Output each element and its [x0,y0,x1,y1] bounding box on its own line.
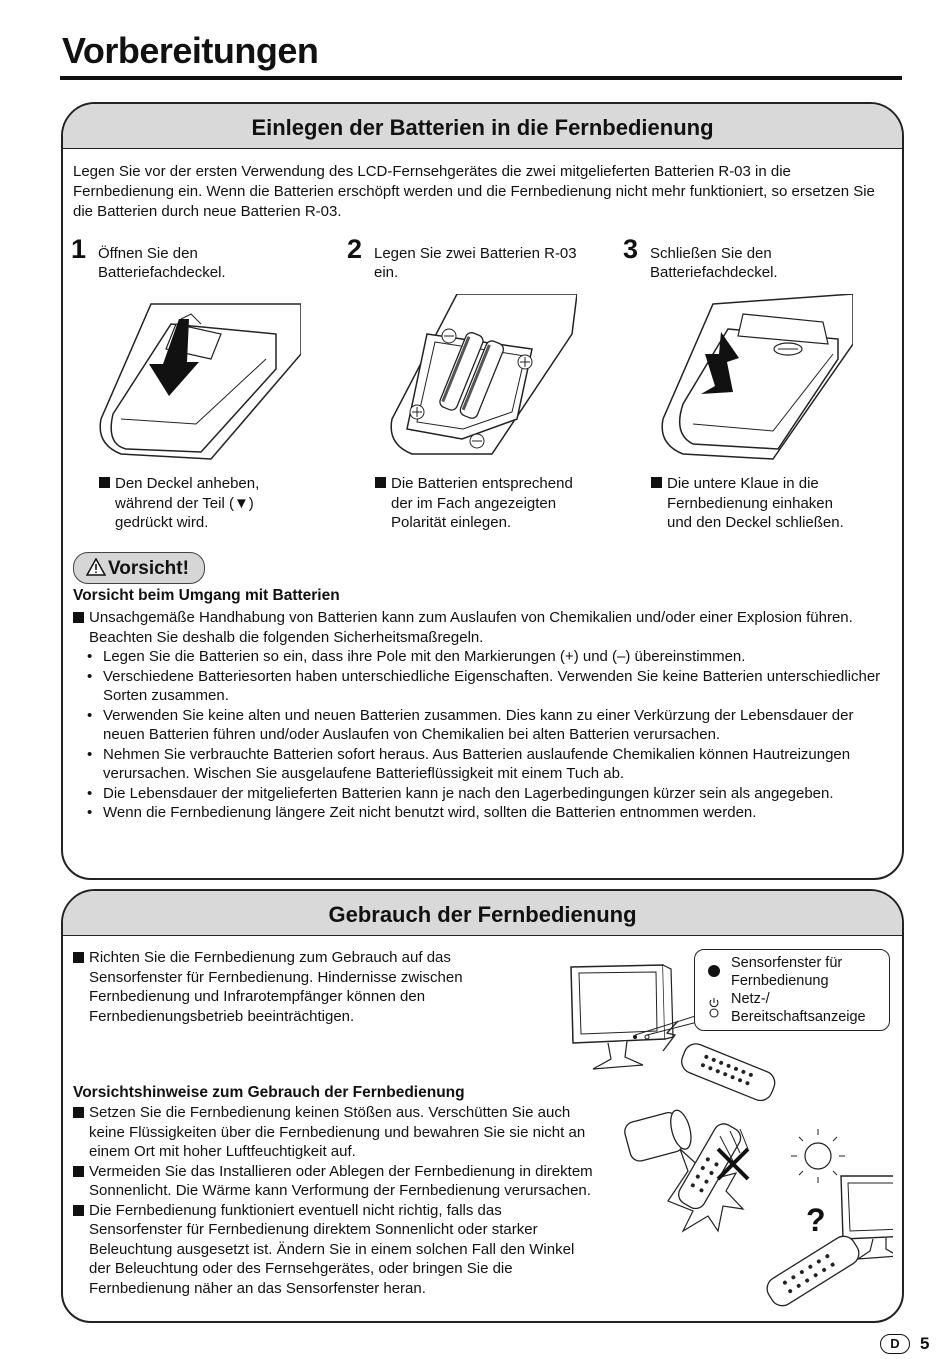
insert-batteries-illustration [367,294,577,464]
sensor-window-label: Sensorfenster für Fernbedienung [731,955,843,989]
page-number: 5 [920,1334,930,1353]
caution-item: • Verwenden Sie keine alten und neuen Batterien zusammen. Dies kann zu einer Verkürzung der Lebensdauer der neuen Batterien führen und/oder Auslaufen von Chemikalien bei alten Batterien verursachen. [73,706,897,745]
open-cover-illustration [91,294,301,464]
remote-notes [73,1103,595,1298]
sensor-callout [694,949,890,1031]
step-number: 1 [71,234,87,264]
step-instruction: Schließen Sie den Batteriefachdeckel. [650,245,778,281]
caution-title: Vorsicht beim Umgang mit Batterien [73,587,340,604]
remote-use-intro: Richten Sie die Fernbedienung zum Gebrauch auf das Sensorfenster für Fernbedienung. Hindernisse zwischen Fernbedienung und Infrarotempfänger können den Fernbedienungsbetrieb beeinträchtigen. [73,948,525,1026]
caution-item: • Legen Sie die Batterien so ein, dass ihre Pole mit den Markierungen (+) und (–) übereinstimmen. [73,647,897,667]
battery-intro: Legen Sie vor der ersten Verwendung des LCD-Fernsehgerätes die zwei mitgelieferten Batterien R-03 in die Fernbedienung ein. Wenn die Batterien erschöpft werden und die Fernbedienung nicht mehr funktioniert, so ersetzen Sie die Batterien durch neue Batterien R-03. [73,163,875,220]
caution-item: • Verschiedene Batteriesorten haben unterschiedliche Eigenschaften. Verwenden Sie keine Batterien unterschiedlicher Sorten zusammen. [73,667,897,706]
caution-text [73,608,897,823]
note-bullet [99,477,110,488]
battery-section-heading: Einlegen der Batterien in die Fernbedienung [63,104,902,149]
caution-lead: Unsachgemäße Handhabung von Batterien kann zum Auslaufen von Chemikalien und/oder einer Explosion führen. Beachten Sie deshalb die folgenden Sicherheitsmaßregeln. [73,608,897,647]
step-number: 3 [623,234,639,264]
title-rule [60,76,902,80]
bullet-square [73,1205,84,1216]
caution-item: • Wenn die Fernbedienung längere Zeit nicht benutzt wird, sollten die Batterien entnommen werden. [73,803,897,823]
bullet-square [73,1107,84,1118]
step-note: Die untere Klaue in die Fernbedienung einhaken und den Deckel schließen. [651,474,861,533]
caution-label: Vorsicht! [108,558,189,579]
note-bullet [651,477,662,488]
warning-icon [86,558,106,576]
remote-note: Die Fernbedienung funktioniert eventuell nicht richtig, falls das Sensorfenster für Fernbedienung direktem Sonnenlicht oder starker Beleuchtung ausgesetzt ist. Ändern Sie in einem solchen Fall den Winkel der Beleuchtung oder des Fernsehgerätes, oder bringen Sie die Fernbedienung näher an das Sensorfenster heran. [73,1201,595,1299]
step-number: 2 [347,234,363,264]
remote-note: Vermeiden Sie das Installieren oder Ablegen der Fernbedienung in direktem Sonnenlicht. Die Wärme kann Verformung der Fernbedienung verursachen. [73,1162,595,1201]
step-instruction: Öffnen Sie den Batteriefachdeckel. [98,245,226,281]
power-indicator-icon [707,998,721,1018]
step-instruction: Legen Sie zwei Batterien R-03 ein. [374,245,577,281]
caution-badge [73,552,205,584]
svg-text:?: ? [806,1202,826,1238]
remote-notes-title: Vorsichtshinweise zum Gebrauch der Fernbedienung [73,1084,465,1101]
sensor-dot-icon [707,964,721,978]
bullet-square [73,612,84,623]
remote-hazards-illustration [608,1091,893,1311]
step-note: Die Batterien entsprechend der im Fach angezeigten Polarität einlegen. [375,474,585,533]
bullet-square [73,1166,84,1177]
note-bullet [375,477,386,488]
language-badge: D [880,1334,910,1354]
bullet-square [73,952,84,963]
remote-note: Setzen Sie die Fernbedienung keinen Stößen aus. Verschütten Sie auch keine Flüssigkeiten über die Fernbedienung und bewahren Sie sie nicht an einem Ort mit hoher Luftfeuchtigkeit auf. [73,1103,595,1162]
page-title: Vorbereitungen [62,30,319,71]
remote-use-heading: Gebrauch der Fernbedienung [63,891,902,936]
step-note: Den Deckel anheben, während der Teil (▼) gedrückt wird. [99,474,309,533]
caution-item: • Die Lebensdauer der mitgelieferten Batterien kann je nach den Lagerbedingungen kürzer sein als angegeben. [73,784,897,804]
caution-item: • Nehmen Sie verbrauchte Batterien sofort heraus. Aus Batterien auslaufende Chemikalien können Hautreizungen verursachen. Wischen Sie ausgelaufene Batterieflüssigkeit mit einem Tuch ab. [73,745,897,784]
remote-use-section [61,889,904,1323]
power-indicator-label: Netz-/ Bereitschaftsanzeige [731,991,866,1025]
battery-section [61,102,904,880]
close-cover-illustration [643,294,853,464]
